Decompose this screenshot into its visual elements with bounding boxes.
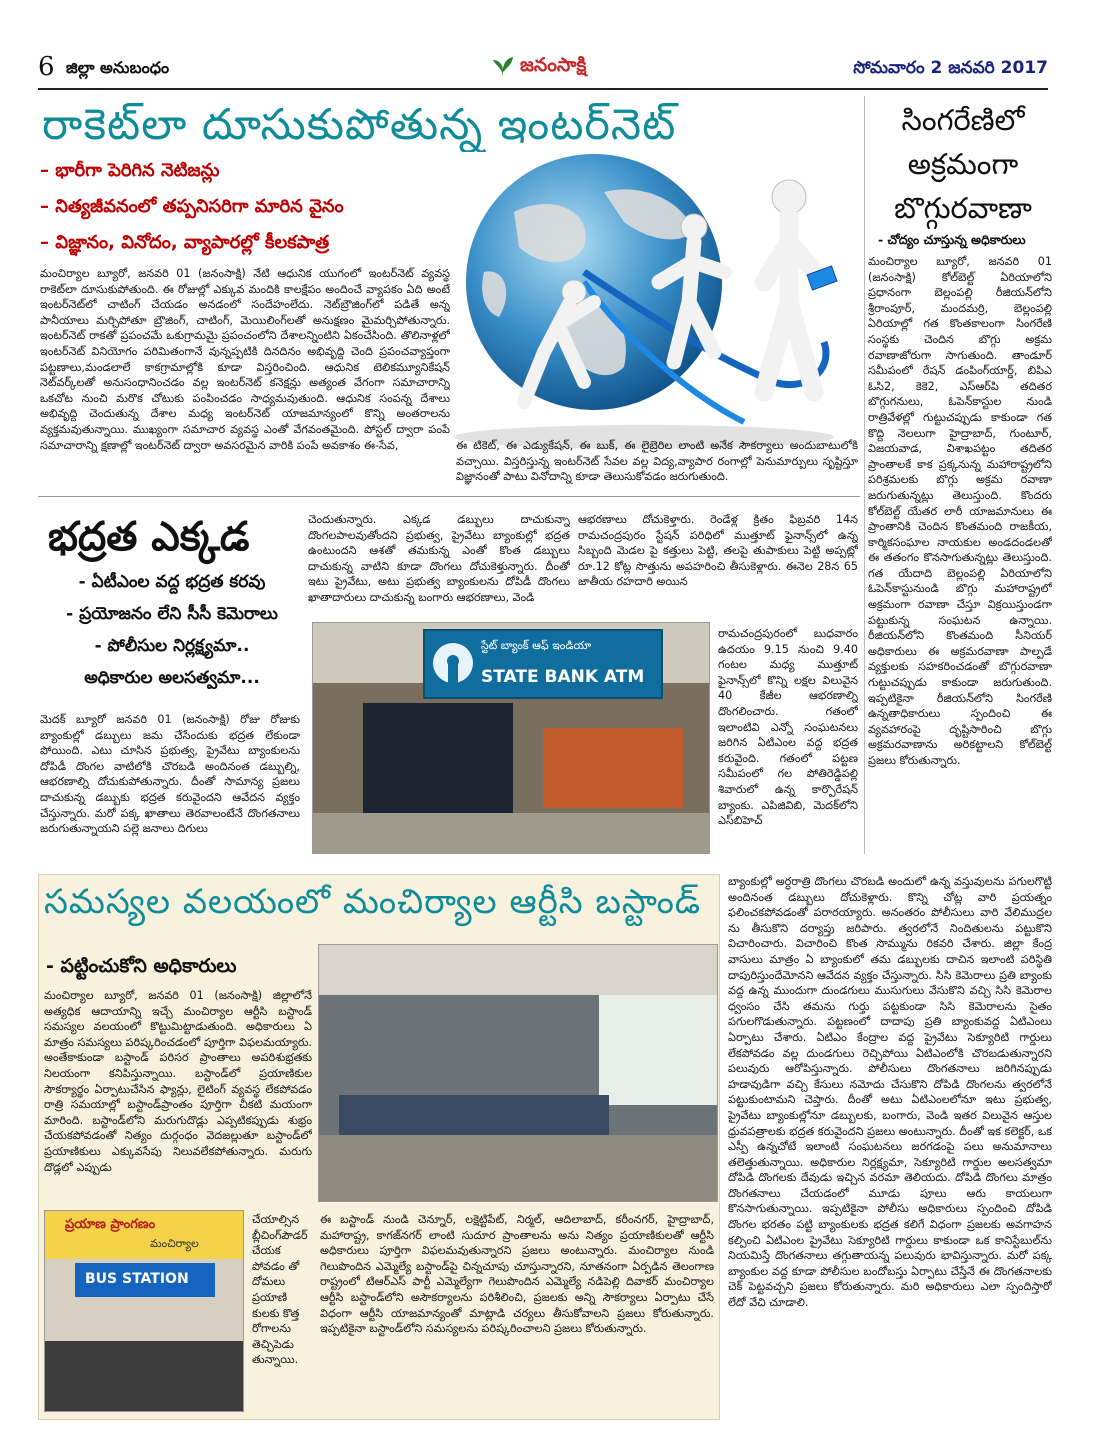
atm-body-top-left: చెందుతున్నారు. ఎక్కడ డబ్బులు దాచుకున్నా దొంగలపాలవుతోందని ప్రభుత్వ, ప్రైవేటు బ్యాంకుల్లో భద్రత ఉంటుందని ఆశతో తమకున్న ఎంతో కొంత డబ్బులు దాచుకున్న వాటిని కూడా దొంగలు దోచుకెళ్తున్నారు. దీంతో ఇటు ప్రైవేటు, అటు ప్రభుత్వ బ్యాంకులను దోపిడీ దొంగలు ఖాతాదారులు దాచుకున్న బంగారు ఆభరణాలు, వెండి <box>308 513 570 604</box>
atm-bullet: - ప్రయోజనం లేని సీసీ కెమెరాలు <box>66 604 278 624</box>
internet-bullet: – నిత్యజీవనంలో తప్పనిసరిగా మారిన వైనం <box>40 196 344 217</box>
issue-date: సోమవారం 2 జనవరి 2017 <box>853 58 1048 78</box>
atm-headline: భద్రత ఎక్కడ <box>48 514 250 560</box>
atm-sign-telugu: స్టేట్ బ్యాంక్ ఆఫ్ ఇండియా <box>481 639 592 652</box>
singareni-subhead: - చోద్యం చూస్తున్న అధికారులు <box>878 232 1026 247</box>
singareni-body: మంచిర్యాల బ్యూరో, జనవరి 01 (జనంసాక్షి) కోల్‌బెల్ట్ ఏరియాలోని ప్రధానంగా బెల్లంపల్లి రీజియన్‌లోని శ్రీరాంపూర్, మందమర్రి, బెల్లంపల్లి ఏరియాల్లో గత కొంతకాలంగా సింగరేణి సంస్థకు చెందిన బొగ్గు అక్రమ రవాణాజోరుగా సాగుతుంది. తాండూర్ సమీపంలో రేషన్ డంపింగ్‌యార్డ్, బిపిఎ ఓసి2, కెకె2, ఎస్‌ఆర్‌పి తదితర బొగ్గుగనులు, ఓపెన్‌కాస్టుల నుండి రాత్రివేళల్లో గుట్టుచప్పుడు కాకుండా గత కొద్ది నెలలుగా హైద్రాబాద్, గుంటూర్, విజయవాడ, విశాఖపట్టం తదితర ప్రాంతాలకే కాక ప్రక్కనున్న మహారాష్ట్రలోని పరిశ్రమలకు బొగ్గు అక్రమ రవాణా జరుగుతున్నట్లు తెలుస్తుంది. కొందరు కోల్‌బెల్ట్ యేతర లారీ యాజమానులు ఈ ప్రాంతానికి చెందిన కొంతమంది రాజకీయ, కార్మికసంఘాల నాయకుల అండదండలతో ఈ తతంగం కొనసాగుతున్నట్లు తెలుస్తుంది. గత యేదాది బెల్లంపల్లి ఏరియాలోని ఓపెన్‌కాస్టునుండి బొగ్గు మహారాష్ట్రలో అక్రమంగా రవాణా చేస్తూ విక్రయిస్తుండగా పట్టుకున్న సంఘటన ఉన్నాయి. రీజియన్‌లోని కొంతమంది సీనియర్ అధికారులు ఈ అక్రమరవాణా పాల్పడే వ్యక్తులకు సహకరించడంతో బొగ్గురవాణా గుట్టుచప్పుడు కాకుండా జరుగుతుంది. ఇప్పటికైనా రీజియన్‌లోని సింగరేణి ఉన్నతాధికారులు స్పందించి ఈ వ్యవహారంపై దృష్టిసారించి బొగ్గు అక్రమరవాణాను అరికట్టాలని కోల్‌బెల్ట్ ప్రజలు కోరుతున్నారు. <box>868 255 1052 767</box>
atm-continued-body: బ్యాంకుల్లో అర్ధరాత్రి దొంగలు చొరబడి అందులో ఉన్న వస్తువులను పగులగొట్టి అందినంత డబ్బులు దోచుకెళ్లారు. కొన్ని చోట్ల వారి ప్రయత్నం ఫలించకపోవడంతో పరారయ్యారు. అనంతరం పోలీసులు వారి వేలిముద్రల ను తీసుకొని దర్యాప్తు జరిపారు. త్వరలోనే నిందితులను పట్టుకొని విచారించారు. విచారించి కొంత సొమ్మును రికవరి చేశారు. జిల్లా కేంద్ర వాసులు మాత్రం ఏ బ్యాంకులో తమ డబ్బులకు దాచిన ఇలాంటి పరిస్థితి దాపురిస్తుందేమోనని ఆవేదన వ్యక్తం చేస్తున్నారు. సిసి కెమెరాలు ప్రతి బ్యాంకు వద్ద ఉన్న ముందుగా దుండగులు ముసుగులు వేసుకొని వచ్చి సిసి కెమెరాల ధ్వంసం చేసి తమను గుర్తు పట్టకుండా సిసి కెమెరాలను సైతం పగులగొడుతున్నారు. పట్టణంలో దాదాపు ప్రతి బ్యాంకువద్ద ఏటిఎంలు ఏర్పాటు చేశారు. ఏటిఎం కేంద్రాల వద్ద ప్రైవేటు సెక్యూరిటి గార్డులు లేకపోవడం వల్ల దుండగులు రెచ్చిపోయి ఏటిఎంలోకి చొరబడుతున్నారని పలువురు ఆరోపిస్తున్నారు. పోలీసులు దొంగతనాలు జరిగినప్పుడు హడావుడిగా వచ్చి కేసులు నమోదు చేసుకొని దోపిడి దొంగలను త్వరలోనే పట్టుకుంటామని చెప్తారు. దీంతో అటు ఏటిఎంలలోనూ ఇటు ప్రభుత్వ, ప్రైవేటు బ్యాంకుల్లోనూ డబ్బులకు, బంగారు, వెండి ఇతర విలువైన ఆస్తుల ధ్రువపత్రాలకు భద్రత కరువైందని ప్రజలు అంటున్నారు. దీంతో ఇక కలెక్టర్, ఒక ఎస్పీ ఉన్నచోటే ఇలాంటి సంఘటనలు జరగడంపై పలు అనుమానాలు తలెత్తుతున్నాయి. అధికారుల నిర్లక్ష్యమా, సెక్యూరిటి గార్డుల అలసత్వమా దోపిడి దొంగలకు దేవుడు ఇచ్చిన వరమా తెలియదు. దోపిడి దొంగలు మాత్రం దొంగతనాలు చేయడంలో మూడు పూలు ఆరు కాయలుగా కొనసాగుతున్నాయి. ఇప్పటికైనా పోలీసు అధికారులు స్పందించి దోపిడి దొంగల భరతం పట్టి బ్యాంకులకు భద్రత కలిగే విధంగా ప్రజలకు అవగాహన కల్పించి ఏటిఎంల ప్రైవేటు సెక్యూరిటి గార్డులు కాకుండా ఒక కానిస్టేబుల్‌ను నియమిస్తే దొంగతనాలు తగ్గుతాయన్న పలువురు భావిస్తున్నారు. మరో పక్క బ్యాంకుల వద్ద కూడా పోలీసుల బందోబస్తు ఏర్పాటు చేస్తేనే ఈ దొంగతనాలకు చెక్ పెట్టవచ్చని ప్రజలు కోరుతున్నారు. మరి అధికారులు ఎలా స్పందిస్తారో లేదో వేచి చూడాలి. <box>728 875 1052 1310</box>
atm-photo <box>312 622 710 854</box>
atm-bullet: అధికారుల అలసత్వమా... <box>84 668 260 688</box>
header-rule <box>38 88 1048 90</box>
page-number: 6 <box>38 52 55 82</box>
atm-bullets <box>40 572 304 700</box>
atm-body-left: మెదక్ బ్యూరో జనవరి 01 (జనంసాక్షి) రోజు రోజుకు బ్యాంకుల్లో డబ్బులు జమ చేసేందుకు భద్రత లేకుండా పోయింది. ఎటు చూసిన ప్రభుత్వ, ప్రైవేటు బ్యాంకులను దోపిడీ దొంగల వాటిలోకి చొరబడి అందినంత డబ్బుల్ని, ఆభరణాల్ని దోచుకుపోతున్నారు. దీంతో సామాన్య ప్రజలు దాచుకున్న డబ్బుకు భద్రత కరువైందని ఆవేదన వ్యక్తం చేస్తున్నారు. మరో పక్క ఖాతాలు తెరవాలంటేనే దొంగతనాలు జరుగుతున్నాయని పల్లె జనాలు దిగులు <box>40 713 300 836</box>
singareni-headline-line: అక్రమంగా <box>907 147 1019 181</box>
busstand-exterior-photo <box>44 1210 244 1412</box>
internet-photo <box>444 152 858 452</box>
photo-window <box>599 995 718 1105</box>
masthead-title: జనంసాక్షి <box>520 53 587 76</box>
leaf-logo-icon <box>490 54 516 80</box>
internet-bullet: – విజ్ఞానం, వినోదం, వ్యాపారల్లో కీలకపాత్ర <box>40 232 330 253</box>
photo-floor <box>319 1135 718 1202</box>
photo-banner-text: ప్రయాణ ప్రాంగణం <box>65 1217 156 1232</box>
page-header <box>38 54 1048 86</box>
photo-seats <box>339 1095 609 1135</box>
singareni-headline-line: సింగరేణిలో <box>901 103 1025 137</box>
internet-body-right: ఈ టికెట్, ఈ ఎడ్యుకేషన్, ఈ బుక్, ఈ లైబ్రెరిల లాంటి అనేక సౌకర్యాలు అందుబాటులోకి వచ్చాయి. విస్తరిస్తున్న ఇంటర్‌నెట్ సేవల వల్ల విద్య,వ్యాపార రంగాల్లో పెనుమార్పులు సృష్టిస్తూ విజ్ఞానంతో పాటు వినోదాన్ని కూడా తెలుసుకోవడం జరుగుతుంది. <box>456 439 858 484</box>
busstand-interior-photo <box>318 944 718 1202</box>
photo-ceiling <box>319 945 718 995</box>
internet-body-left: మంచిర్యాల బ్యూరో, జనవరి 01 (జనంసాక్షి) నేటి ఆధునిక యుగంలో ఇంటర్‌నెట్ వ్యవస్థ రాకెట్‌లా దూసుకుపోతుంది. ఈ రోజుల్లో ఎక్కువ మందికి కాలక్షేపం అందించే వ్యాపకం ఏది అంటే ఇంటర్‌నెట్‌లో చాటింగ్ చేయడం అనడంలో సందేహంలేదు. నెట్‌బ్రౌజింగ్‌లో పడితే అన్న పానీయాలు మర్చిపోతూ బ్రౌజింగ్, చాటింగ్, మెయిలింగ్‌లతో అనుక్షణం మైమర్చిపోతున్నారు. ఇంటర్‌నెట్ రాకతో ప్రపంచమే ఒకుగ్రామమై ప్రపంచంలోని దేశాలన్నింటిని ఏకంచేసింది. తొలినాళ్లలో ఇంటర్‌నెట్ వినియోగం పరిమితంగానే వున్నప్పటికి దినదినం అభివృద్ది చెంది ప్రపంచవ్యాప్తంగా పట్టణాలు,మండలాలే కాకగ్రామాల్లోకి కూడా విస్తరించింది. ఆధునిక టెలికమ్యూనికేషన్ నెట్‌వర్క్‌లతో అనుసంధానించడం వల్ల ఇంటర్‌నెట్ కనెక్షన్లు అత్యంత వేగంగా సమాచారాన్ని ఒకచోట నుంచి మరొక చోటుకు పంపించడం సాధ్యమవుతుంది. ఆధునిక సంపన్న దేశాలు అభివృద్ది చెందుతున్న దేశాల మధ్య ఇంటర్‌నెట్ యాజమాన్యంలో కొన్ని అంతరాలను వ్యక్తమవుతున్నాయి. ముఖ్యంగా సమాచార వ్యవస్థ ఎంతో వేగవంతమైంది. పోస్టల్ ద్వారా పంపే సమాచారాన్ని క్షణాల్లో ఇంటర్‌నెట్ ద్వారా అవసరమైన వారికి పంపే అవకాశం ఈ-సేవ, <box>40 267 450 452</box>
singareni-headline <box>868 98 1058 230</box>
internet-bullet: – భారీగా పెరిగిన నెటిజన్లు <box>40 160 220 181</box>
photo-banner <box>45 1211 244 1259</box>
singareni-headline-line: బొగ్గురవాణా <box>894 191 1032 225</box>
internet-headline: రాకెట్‌లా దూసుకుపోతున్న ఇంటర్‌నెట్ <box>42 100 677 150</box>
busstand-subhead: - పట్టించుకోని అధికారులు <box>46 955 237 977</box>
column-divider <box>864 96 865 854</box>
atm-photo-sign <box>423 629 663 699</box>
atm-photo-steps <box>313 813 710 854</box>
atm-bullet: - ఏటీఎంల వద్ద భద్రత కరవు <box>78 572 266 592</box>
atm-body-right: రామచంద్రపురంలో బుధవారం ఉదయం 9.15 నుంచి 9.40 గంటల మధ్య ముత్తూట్ ఫైనాన్స్‌లో కొన్ని లక్షల విలువైన 40 కేజీల ఆభరణాల్ని దొంగలించారు. గతంలో ఇలాంటివి ఎన్నో సంఘటనలు జరిగిన ఏటిఎంల వద్ద భద్రత కరువైంది. గతంలో పట్టణ సమీపంలో గల పోతిరెడ్డిపల్లి శివారులో ఉన్న కార్పొరేషన్ బ్యాంకు. ఎపిజివిబి, మెదక్‌లోని ఎస్‌బిహెచ్ <box>718 627 858 828</box>
photo-bikes <box>45 1341 244 1412</box>
busstand-headline: సమస్యల వలయంలో మంచిర్యాల ఆర్టీసి బస్టాండ్ <box>44 882 701 922</box>
busstand-body-left: మంచిర్యాల బ్యూరో, జనవరి 01 (జనంసాక్షి) జిల్లాలోనే అత్యధిక ఆదాయాన్ని ఇచ్చే మంచిర్యాల ఆర్టీసి బస్టాండ్ సమస్యల వలయంలో కొట్టుమిట్టాడుతుంది. అధికారులు ఏ మాత్రం సమస్యలు పరిష్కరించడంలో పూర్తిగా విఫలమయ్యారు. అంతేకాకుండా బస్టాండ్ పరిసర ప్రాంతాలు అపరిశుభ్రతకు నిలయంగా కనిపిస్తున్నాయి. బస్టాండ్‌లో ప్రయాణికుల సౌకర్యార్థం ఏర్పాటుచేసిన ఫ్యాన్లు, లైటింగ్ వ్యవస్థ లేకపోవడం రాత్రి సమయాల్లో బస్టాండ్‌ప్రాంతం పూర్తిగా చీకటి మయంగా మారింది. బస్టాండ్‌లోని మరుగుదొడ్లు ఎప్పటికప్పుడు శుభ్రం చేయకపోవడంతో నిత్యం దుర్గంధం వెదజల్లుతూ బస్టాండ్‌లో ప్రయాణికులు ఎక్కువసేపు నిలువలేకపోతున్నారు. మరుగు దొడ్లలో ఎప్పుడు <box>44 989 312 1174</box>
atm-bullet: - పోలీసుల నిర్లక్ష్యమా.. <box>94 636 250 656</box>
photo-banner-town: మంచిర్యాల <box>150 1237 199 1250</box>
sbi-logo-icon <box>433 643 473 683</box>
masthead <box>490 52 620 82</box>
busstand-body-mid: ఈ బస్టాండ్ నుండి చెన్నూర్, లక్షెట్టిపేట్, నిర్మల్, ఆదిలాబాద్, కరీంనగర్, హైద్రాబాద్, మహారాష్ట్ర, కాగజ్‌నగర్ లాంటి సుదూర ప్రాంతాలను అను నిత్యం ప్రయాణికులతో ఆర్టీసి అధికారులు పూర్తిగా విఫలమవుతున్నారని ప్రజలు అంటున్నారు. మంచిర్యాల నుండి గెలుపొందిన ఎమ్మెల్యే బస్టాండ్‌పై చిన్నచూపు చూస్తున్నారని, నూతనంగా ఏర్పడిన తెలంగాణ రాష్ట్రంలో టిఆర్‌ఎస్ పార్టీ ఎమ్మెల్యేగా గెలుపొందిన ఎమ్మెల్యే నడిపెల్లి దివాకర్ మంచిర్యాల ఆర్టీసి బస్టాండ్‌లోని అసౌకర్యాలను పరిశీలించి, ప్రజలకు అన్ని సౌకర్యాలు ఏర్పాటు చేసే విధంగా ఆర్టీసి యాజమాన్యంతో మాట్లాడి చర్యలు తీసుకోవాలని ప్రజలు కోరుతున్నారు. ఇప్పటికైనా బస్టాండ్‌లోని సమస్యలను పరిష్కరించాలని ప్రజలు కోరుతున్నారు. <box>320 1213 714 1336</box>
photo-station-sign <box>75 1263 215 1297</box>
internet-bullets <box>40 160 440 268</box>
atm-body-top-right: ఆభరణాలు దోచుకెళ్తారు. రెండేళ్ల క్రితం ఫిబ్రవరి 14న రామచంద్రపురం స్టేషన్ పరిధిలో ముత్తూట్ ఫైనాన్స్‌లో ఉన్న సిబ్బంది మెడల పై కత్తులు పెట్టి, తలపై తుపాకులు పెట్టి అప్పట్లో రూ.12 కోట్ల సొత్తును అపహరించి తీసుకెళ్లారు. ఈనెల 28న 65 జాతీయ రహదారి అయిన <box>578 513 858 589</box>
atm-sign-text: STATE BANK ATM <box>481 667 645 687</box>
section-rule <box>38 496 860 497</box>
section-label: జిల్లా అనుబంధం <box>66 58 170 77</box>
busstand-body-narrow: చేయాల్సిన బ్లీచింగ్‌పౌడర్ చేయక పోవడం తో దోమలు ప్రయాణి కులకు కొత్త రోగాలను తెచ్చిపెడు తున్నాయి. <box>252 1213 308 1367</box>
photo-station-sign-text: BUS STATION <box>85 1271 189 1287</box>
atm-photo-panels <box>543 728 683 808</box>
